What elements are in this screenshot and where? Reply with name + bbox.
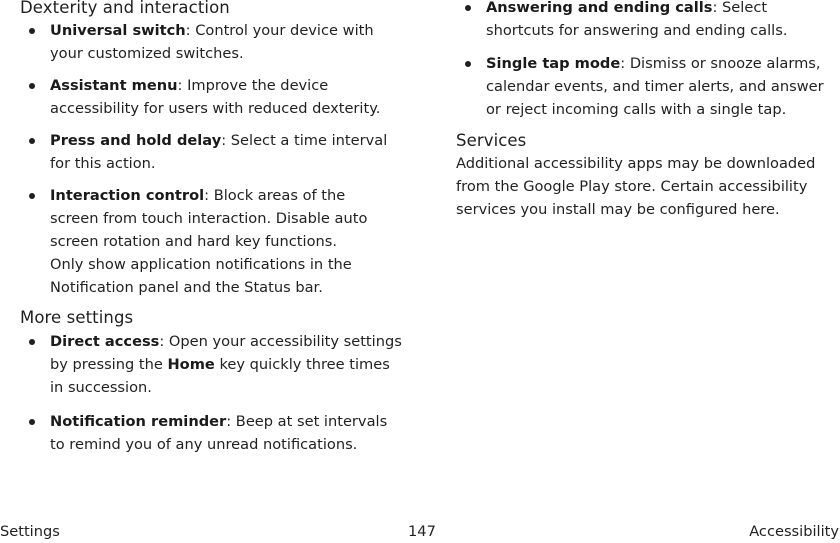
section-heading-more-settings: More settings: [20, 308, 134, 327]
footer-section-label: Settings: [0, 523, 60, 540]
list-item-answering-and-ending-calls: [456, 0, 836, 42]
list-item-single-tap-mode: [456, 52, 840, 121]
footer-chapter-label: Accessibility: [749, 523, 839, 540]
desc-direct-access-before: : Open your accessibility settings by pressing the: [50, 333, 402, 373]
desc-interaction-control: : Block areas of the screen from touch interaction. Disable auto screen rotation and hard key functions. Only show application notifications in the Notification panel and the Status bar.: [50, 187, 368, 296]
right-list: [456, 0, 840, 121]
list-item-notification-reminder: [20, 410, 400, 456]
key-home: Home: [167, 356, 215, 373]
desc-direct-access-after: key quickly three times in succession.: [50, 356, 390, 396]
desc-press-and-hold-delay: : Select a time interval for this action.: [50, 132, 388, 172]
services-text: Additional accessibility apps may be downloaded from the Google Play store. Certain accessibility services you install may be configured here.: [456, 155, 816, 218]
desc-universal-switch: : Control your device with your customized switches.: [50, 22, 374, 62]
section-heading-services: Services: [456, 131, 527, 150]
right-column: [456, 0, 840, 221]
term-assistant-menu: Assistant menu: [50, 77, 178, 94]
page-number: 147: [408, 523, 436, 540]
section-heading-dexterity: Dexterity and interaction: [20, 0, 230, 17]
more-settings-list: [20, 330, 410, 456]
list-item-interaction-control: [20, 184, 368, 299]
term-interaction-control: Interaction control: [50, 187, 205, 204]
term-answering-and-ending-calls: Answering and ending calls: [486, 0, 713, 16]
list-item-direct-access: [20, 330, 402, 399]
list-item-press-and-hold-delay: [20, 129, 400, 175]
term-direct-access: Direct access: [50, 333, 160, 350]
desc-single-tap-mode: : Dismiss or snooze alarms, calendar events, and timer alerts, and answer or reject incoming calls with a single tap.: [486, 55, 824, 118]
list-item-universal-switch: [20, 19, 396, 65]
dexterity-list: [20, 19, 410, 299]
term-single-tap-mode: Single tap mode: [486, 55, 621, 72]
term-notification-reminder: Notification reminder: [50, 413, 227, 430]
term-universal-switch: Universal switch: [50, 22, 186, 39]
desc-answering-and-ending-calls: : Select shortcuts for answering and ending calls.: [486, 0, 788, 39]
desc-assistant-menu: : Improve the device accessibility for users with reduced dexterity.: [50, 77, 381, 117]
term-press-and-hold-delay: Press and hold delay: [50, 132, 222, 149]
list-item-assistant-menu: [20, 74, 382, 120]
desc-notification-reminder: : Beep at set intervals to remind you of any unread notifications.: [50, 413, 388, 453]
left-column: [20, 0, 410, 456]
